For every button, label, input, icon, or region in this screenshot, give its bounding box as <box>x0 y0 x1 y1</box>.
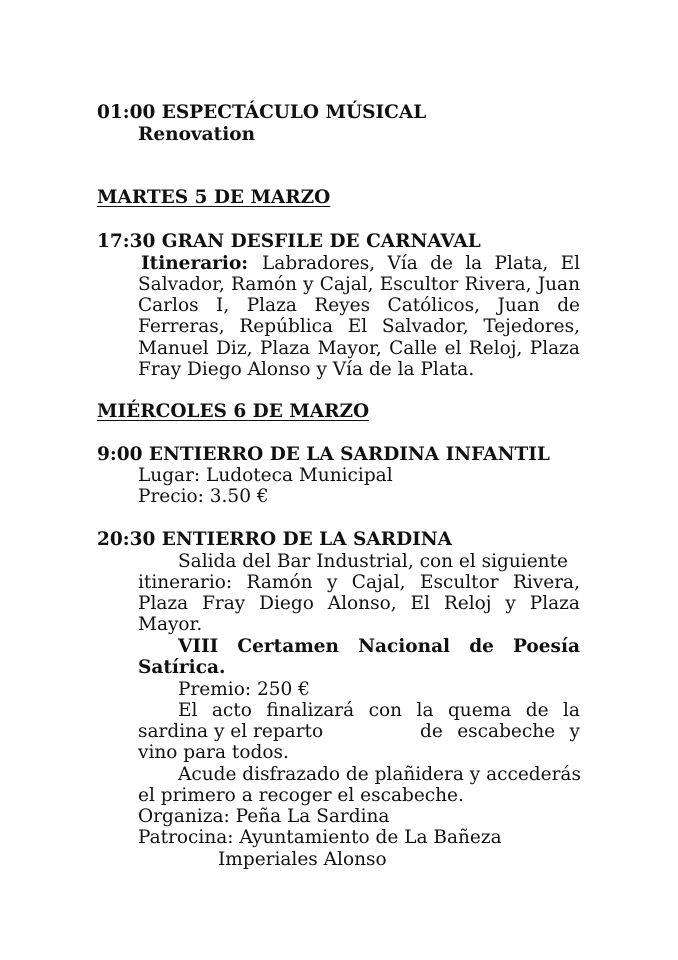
event-title: 17:30 GRAN DESFILE DE CARNAVAL <box>97 231 481 252</box>
contest-prize: Premio: 250 € <box>178 679 310 700</box>
itinerary-line: Fray Diego Alonso y Vía de la Plata. <box>138 359 475 380</box>
ending-line: sardina y el reparto <box>138 721 324 742</box>
costume-line: Acude disfrazado de plañidera y accederás <box>178 764 581 785</box>
organizer: Organiza: Peña La Sardina <box>138 806 390 827</box>
route-line: Plaza Fray Diego Alonso, El Reloj y Plaza <box>138 593 580 614</box>
event-price: Precio: 3.50 € <box>138 486 269 507</box>
ending-line: vino para todos. <box>138 742 289 763</box>
sponsor: Patrocina: Ayuntamiento de La Bañeza <box>138 827 502 848</box>
ending-line: El acto finalizará con la quema de la <box>178 700 580 721</box>
performer-name: Renovation <box>138 124 256 145</box>
contest-title: Satírica. <box>138 657 226 678</box>
route-line: Salida del Bar Industrial, con el siguiente <box>178 551 568 572</box>
event-title: 01:00 ESPECTÁCULO MÚSICAL <box>97 102 427 123</box>
costume-line: el primero a recoger el escabeche. <box>138 785 464 806</box>
route-line: itinerario: Ramón y Cajal, Escultor Rivera, <box>138 572 580 593</box>
itinerary-line: Carlos I, Plaza Reyes Católicos, Juan de <box>138 295 580 316</box>
itinerary-label: Itinerario: <box>141 253 249 274</box>
itinerary-line: Salvador, Ramón y Cajal, Escultor Rivera, Juan <box>138 274 580 295</box>
itinerary-line: Manuel Diz, Plaza Mayor, Calle el Reloj, Plaza <box>138 338 580 359</box>
itinerary-line: Ferreras, República El Salvador, Tejedores, <box>138 316 580 337</box>
route-line: Mayor. <box>138 614 203 635</box>
day-heading: MIÉRCOLES 6 DE MARZO <box>97 401 370 422</box>
day-heading: MARTES 5 DE MARZO <box>97 187 331 208</box>
event-title: 20:30 ENTIERRO DE LA SARDINA <box>97 529 453 550</box>
event-place: Lugar: Ludoteca Municipal <box>138 465 393 486</box>
itinerary-line: Labradores, Vía de la Plata, El <box>262 253 580 274</box>
sponsor-2: Imperiales Alonso <box>218 849 387 870</box>
event-title: 9:00 ENTIERRO DE LA SARDINA INFANTIL <box>97 444 550 465</box>
contest-title: VIII Certamen Nacional de Poesía <box>178 636 580 657</box>
ending-line: de escabeche y <box>420 721 580 742</box>
